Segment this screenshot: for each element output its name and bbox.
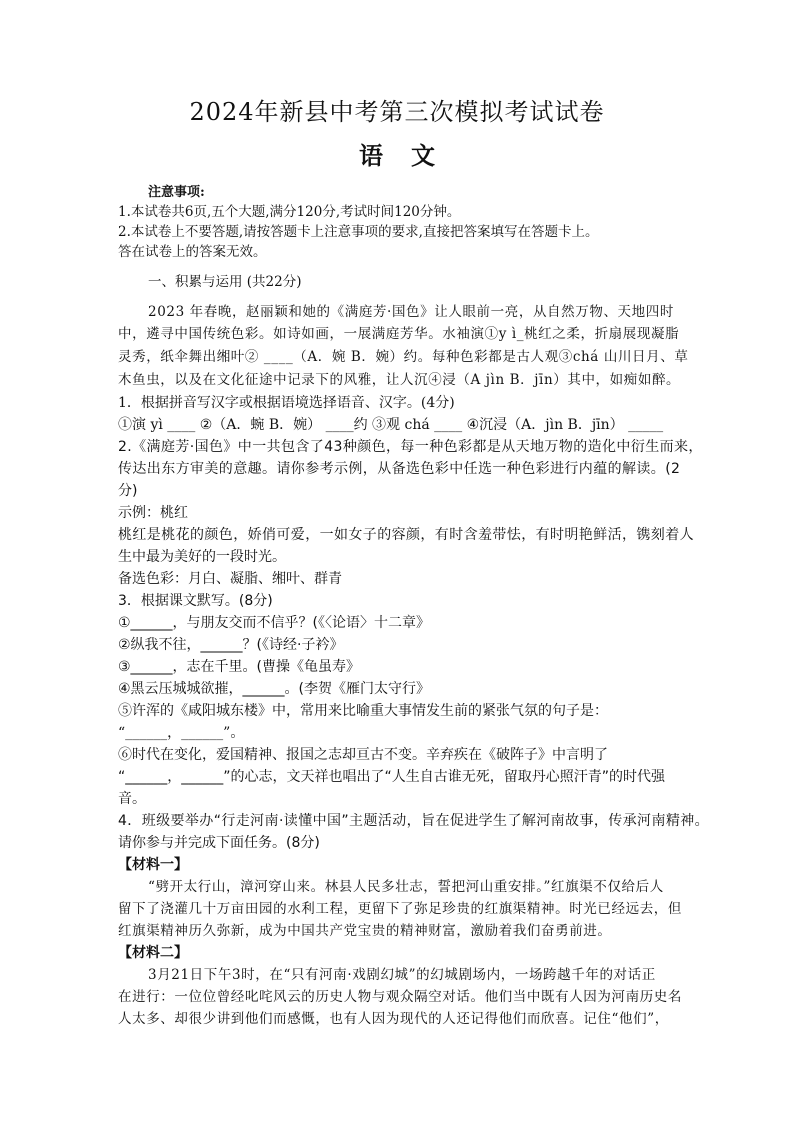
example-line: 桃红是桃花的颜色，娇俏可爱，一如女子的容颜，有时含羞带怯，有时明艳鲜活，镌刻着人 <box>118 527 694 543</box>
question-2-line: 2.《满庭芳·国色》中一共包含了43种颜色，每一种色彩都是从天地万物的造化中衍生而来， <box>118 439 703 455</box>
material-1-label: 【材料一】 <box>118 857 188 873</box>
passage-line: 中，遴寻中国传统色彩。如诗如画，一展满庭芳华。水袖演①y ì_桃红之柔，折扇展现凝脂 <box>118 326 680 342</box>
passage-line: 2023 年春晚，赵丽颖和她的《满庭芳·国色》让人眼前一亮，从自然万物、天地四时 <box>148 304 674 320</box>
notice-line-2: 2.本试卷上不要答题,请按答题卡上注意事项的要求,直接把答案填写在答题卡上。 <box>118 224 599 240</box>
material-2-line: 在进行：一位位曾经叱咤风云的历史人物与观众隔空对话。他们当中既有人因为河南历史名 <box>118 989 682 1005</box>
question-1-answers: ①演 yì ____ ②（A．蜿 B．婉） ____约 ③观 chá ____ ④沉浸（A．jìn B．jīn） _____ <box>118 417 664 433</box>
question-2-line: 分) <box>118 483 138 499</box>
material-1-line: 红旗渠精神历久弥新，成为中国共产党宝贵的精神财富，激励着我们奋勇前进。 <box>118 923 612 939</box>
question-2-line: 传达出东方审美的意趣。请你参考示例，从备选色彩中任选一种色彩进行内蕴的解读。(2 <box>118 461 681 477</box>
color-options: 备选色彩：月白、凝脂、缃叶、群青 <box>118 571 342 587</box>
example-label: 示例：桃红 <box>118 505 188 521</box>
material-2-line: 人太多、却很少讲到他们而感慨，也有人因为现代的人还记得他们而欣喜。记住“他们”， <box>118 1011 669 1027</box>
question-3-item: “______，______”。 <box>118 725 245 741</box>
material-1-line: “劈开太行山，漳河穿山来。林县人民多壮志，誓把河山重安排。”红旗渠不仅给后人 <box>148 879 664 895</box>
question-4-line: 请你参与并完成下面任务。(8分) <box>118 835 320 851</box>
passage-line: 木鱼虫，以及在文化征途中记录下的风雅，让人沉④浸（A jìn B．jīn）其中，如痴如醉。 <box>118 372 681 388</box>
notice-line-3: 答在试卷上的答案无效。 <box>118 244 267 260</box>
question-3-stem: 3．根据课文默写。(8分) <box>118 593 273 609</box>
question-3-item: ②纵我不往，______？(《诗经·子衿》 <box>118 637 344 653</box>
passage-line: 灵秀，纸伞舞出缃叶② ____（A．婉 B．婉）约。每种色彩都是古人观③chá 山川日月、草 <box>118 349 689 365</box>
question-3-item: ⑥时代在变化，爱国精神、报国之志却亘古不变。辛弃疾在《破阵子》中言明了 <box>118 747 608 763</box>
question-3-item: “______，______”的心志，文天祥也唱出了“人生自古谁无死，留取丹心照汗青”的时代强 <box>118 769 666 785</box>
page-title: 2024年新县中考第三次模拟考试试卷 <box>189 98 605 126</box>
material-1-line: 留下了浇灌几十万亩田园的水利工程，更留下了弥足珍贵的红旗渠精神。时光已经远去，但 <box>118 901 682 917</box>
question-3-item: 音。 <box>118 791 146 807</box>
question-3-item: ③______，志在千里。(曹操《龟虽寿》 <box>118 659 361 675</box>
question-4-line: 4．班级要举办“行走河南·读懂中国”主题活动，旨在促进学生了解河南故事，传承河南精神。 <box>118 813 710 829</box>
section-heading: 一、积累与运用 (共22分) <box>148 274 302 290</box>
notice-heading: 注意事项: <box>148 185 205 200</box>
question-3-item: ④黑云压城城欲摧，______。(李贺《雁门太守行》 <box>118 681 431 697</box>
material-2-label: 【材料二】 <box>118 945 188 961</box>
question-1-stem: 1．根据拼音写汉字或根据语境选择语音、汉字。(4分) <box>118 395 455 411</box>
example-line: 生中最为美好的一段时光。 <box>118 549 286 565</box>
question-3-item: ⑤许浑的《咸阳城东楼》中，常用来比喻重大事情发生前的紧张气氛的句子是： <box>118 703 608 719</box>
subject-title: 语文 <box>359 141 463 170</box>
material-2-line: 3月21日下午3时，在“只有河南·戏剧幻城”的幻城剧场内，一场跨越千年的对话正 <box>148 967 656 983</box>
question-3-item: ①______，与朋友交而不信乎？(《〈论语〉十二章》 <box>118 615 431 631</box>
notice-line-1: 1.本试卷共6页,五个大题,满分120分,考试时间120分钟。 <box>118 204 461 220</box>
